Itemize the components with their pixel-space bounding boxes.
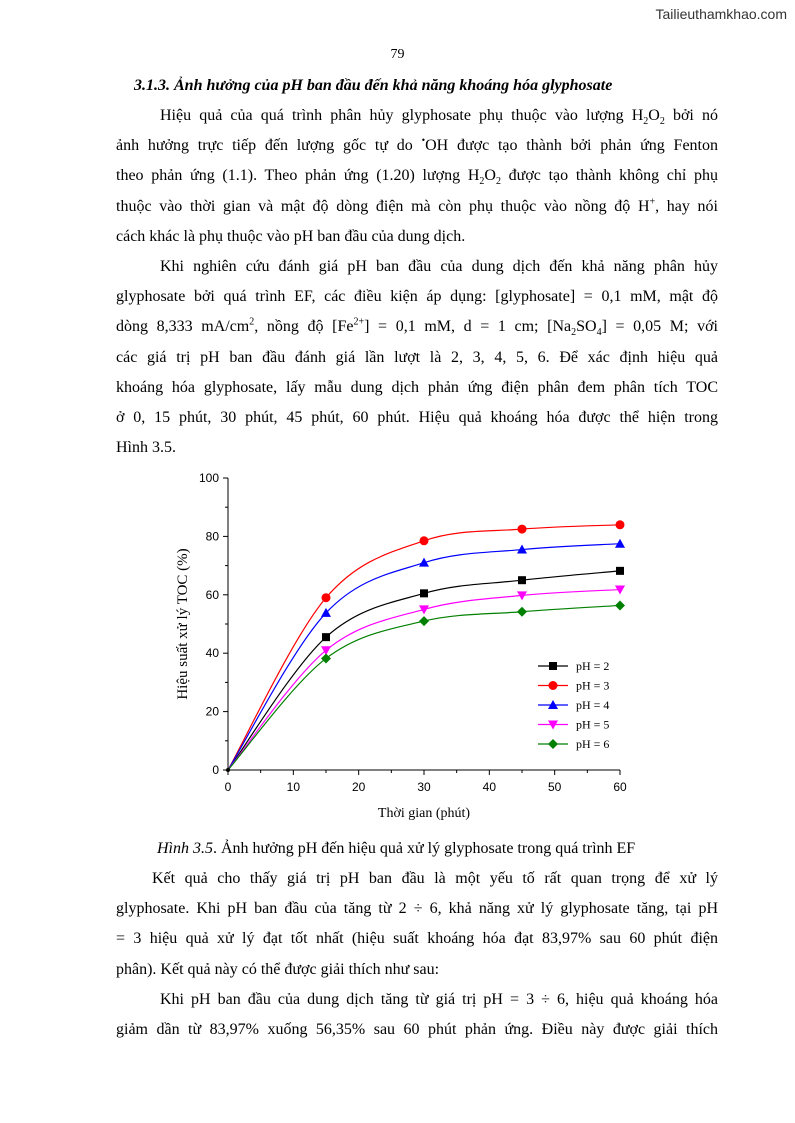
- data-point: [616, 520, 625, 529]
- legend-label: pH = 6: [576, 737, 610, 751]
- legend-marker: [549, 681, 558, 690]
- data-point: [419, 616, 429, 626]
- paragraph-3: [116, 864, 718, 985]
- x-axis-title: Thời gian (phút): [377, 806, 471, 821]
- data-point: [420, 589, 428, 597]
- data-point: [322, 633, 330, 641]
- text-line: thuộc vào thời gian và mật độ dòng điện mà còn phụ thuộc vào nồng độ H+, hay nói: [116, 196, 718, 215]
- text-line: khoáng hóa glyphosate, lấy mẫu dung dịch phản ứng điện phân đem phân tích TOC: [116, 378, 718, 396]
- series-line-1: [228, 571, 620, 770]
- x-tick-label: 30: [417, 780, 431, 794]
- series-line-5: [228, 605, 620, 770]
- text-line: theo phản ứng (1.1). Theo phản ứng (1.20) lượng $H_2O_2$ được tạo thành không chỉ phụ: [116, 167, 719, 188]
- legend-label: pH = 5: [576, 717, 610, 732]
- origin-point: [226, 768, 230, 772]
- y-tick-label: 0: [212, 763, 219, 777]
- text-line: giảm dần từ 83,97% xuống 56,35% sau 60 phút phản ứng. Điều này được giải thích: [116, 1021, 718, 1039]
- text-line: dòng 8,333 $mA/cm^2$, nồng độ $[Fe^{2+}] = 0,1$ mM, d = 1 cm; $[Na_2SO_4] = 0,05$ M; với: [116, 317, 719, 339]
- y-tick-label: 40: [205, 646, 219, 661]
- text-line: glyphosate. Khi pH ban đầu của tăng từ 2 ÷ 6, khả năng xử lý glyphosate tăng, tại pH: [116, 900, 718, 918]
- text-line: Kết quả cho thấy giá trị pH ban đầu là một yếu tố rất quan trọng để xử lý: [152, 870, 718, 887]
- legend-label: pH = 4: [576, 698, 610, 712]
- y-tick-label: 60: [205, 587, 219, 602]
- legend-label: pH = 3: [576, 678, 610, 693]
- x-tick-label: 50: [547, 780, 562, 794]
- data-point: [517, 607, 527, 617]
- text-line: = 3 hiệu quả xử lý đạt tốt nhất (hiệu suất khoáng hóa đạt 83,97% sau 60 phút điện: [116, 930, 718, 948]
- paragraph-2: [116, 252, 718, 463]
- paragraph-4: [116, 985, 718, 1045]
- text-line: Khi pH ban đầu của dung dịch tăng từ giá trị pH = 3 ÷ 6, hiệu quả khoáng hóa: [160, 991, 718, 1008]
- y-axis-title: Hiệu suất xử lý TOC (%): [175, 548, 191, 700]
- y-tick-label: 20: [205, 704, 219, 719]
- text-line: phân). Kết quả này có thể được giải thích như sau:: [116, 960, 440, 978]
- ph-effect-chart: [160, 466, 640, 836]
- x-tick-label: 0: [224, 780, 232, 794]
- text-line: các giá trị pH ban đầu đánh giá lần lượt là 2, 3, 4, 5, 6. Để xác định hiệu quả: [116, 348, 718, 366]
- y-tick-label: 80: [205, 529, 219, 544]
- data-point: [616, 567, 624, 575]
- section-heading: 3.1.3. Ảnh hưởng của pH ban đầu đến khả năng khoáng hóa glyphosate: [134, 77, 613, 94]
- x-tick-label: 60: [613, 780, 627, 794]
- data-point: [518, 576, 526, 584]
- page-number: 79: [390, 47, 405, 62]
- text-line: Hiệu quả của quá trình phân hủy glyphosate phụ thuộc vào lượng $H_2O_2$ bởi nó: [160, 107, 718, 128]
- paragraph-1: [116, 101, 718, 252]
- x-tick-label: 10: [286, 780, 301, 794]
- text-line: Hình 3.5.: [116, 439, 176, 457]
- x-tick-label: 20: [351, 780, 366, 794]
- data-point: [615, 600, 625, 610]
- text-line: glyphosate bởi quá trình EF, các điều kiện áp dụng: [glyphosate] = 0,1 mM, mật độ: [116, 288, 718, 306]
- text-line: Khi nghiên cứu đánh giá pH ban đầu của dung dịch đến khả năng phân hủy: [160, 258, 718, 275]
- x-tick-label: 40: [482, 780, 497, 794]
- y-tick-label: 100: [198, 471, 219, 485]
- watermark: Tailieuthamkhao.com: [655, 6, 787, 22]
- legend-marker: [549, 662, 557, 670]
- series-line-3: [228, 544, 620, 770]
- data-point: [420, 536, 429, 545]
- text-line: ở 0, 15 phút, 30 phút, 45 phút, 60 phút. Hiệu quả khoáng hóa được thể hiện trong: [116, 408, 718, 426]
- figure-caption: Hình 3.5. Ảnh hưởng pH đến hiệu quả xử lý glyphosate trong quá trình EF: [157, 840, 636, 857]
- data-point: [518, 525, 527, 534]
- data-point: [322, 593, 331, 602]
- data-point: [615, 539, 625, 548]
- legend-marker: [548, 739, 558, 749]
- legend-label: pH = 2: [576, 659, 610, 673]
- text-line: cách khác là phụ thuộc vào pH ban đầu của dung dịch.: [116, 227, 466, 245]
- text-line: ảnh hưởng trực tiếp đến lượng gốc tự do •OH được tạo thành bởi phản ứng Fenton: [116, 135, 718, 155]
